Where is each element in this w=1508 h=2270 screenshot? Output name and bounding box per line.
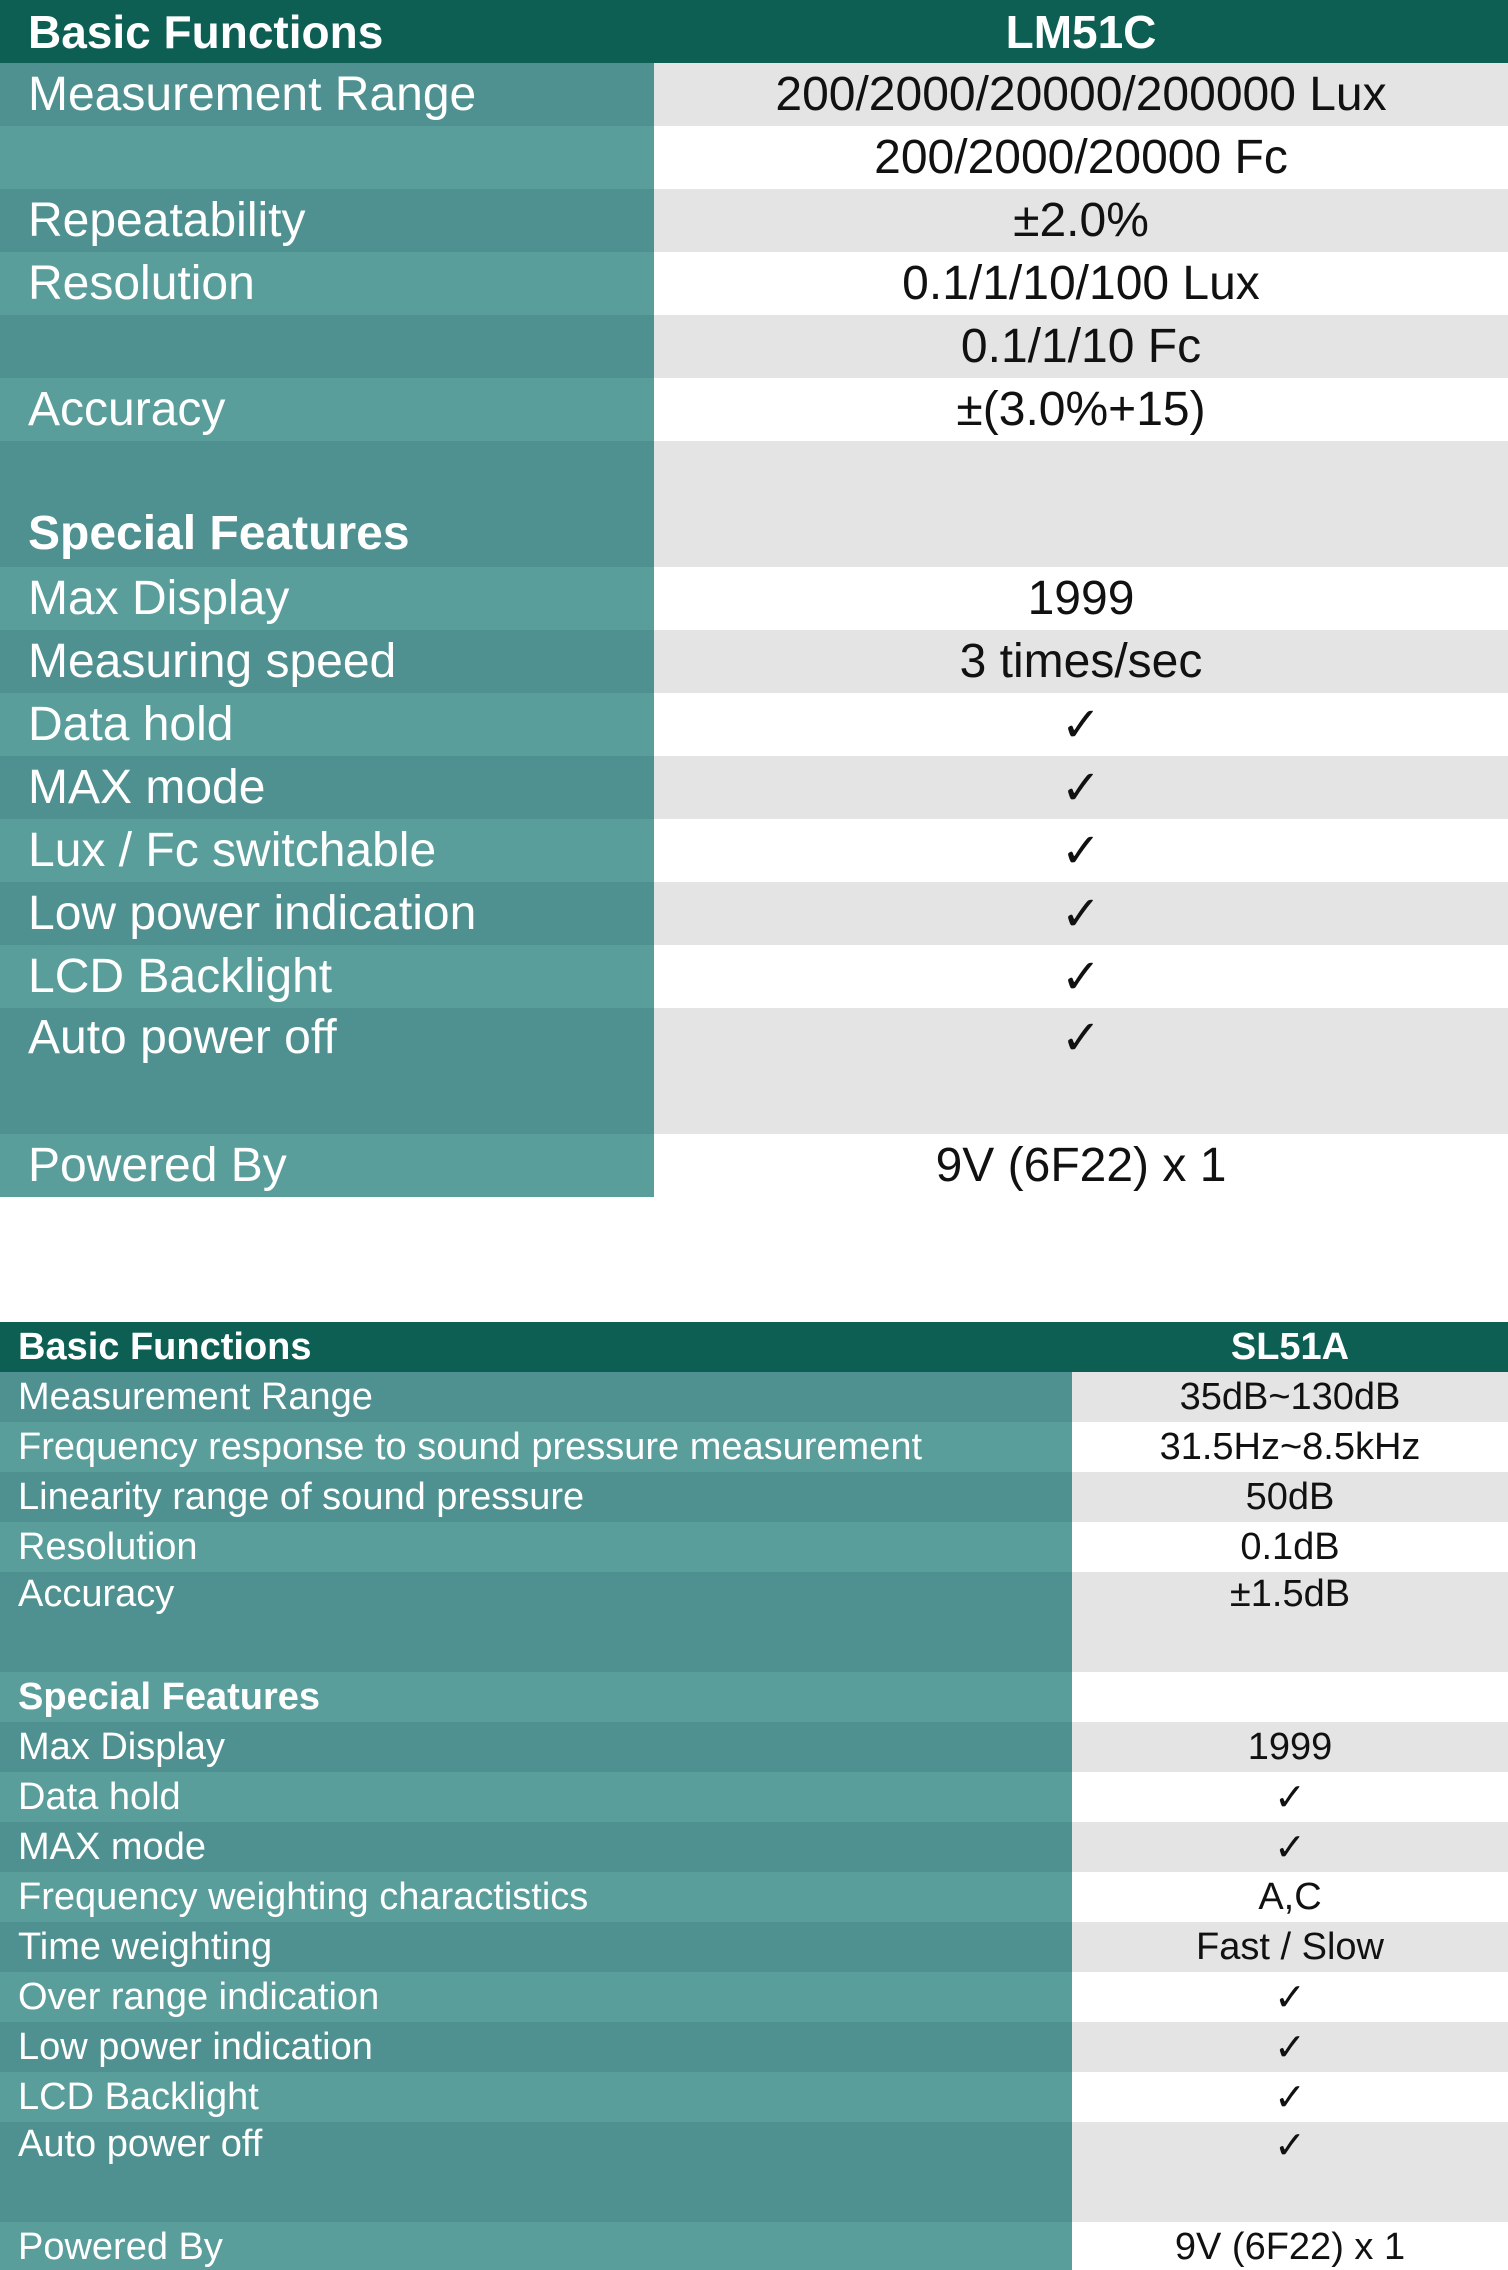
table-header-row	[0, 1322, 1508, 1372]
spec-label: Measurement Range	[0, 1372, 1072, 1422]
spec-value: 0.1/1/10 Fc	[654, 315, 1508, 378]
check-icon: ✓	[654, 882, 1508, 945]
spec-value: 1999	[1072, 1722, 1508, 1772]
spec-label: Data hold	[0, 1772, 1072, 1822]
spec-row	[0, 378, 1508, 441]
spec-row	[0, 1822, 1508, 1872]
spec-label	[0, 315, 654, 378]
spec-label: Powered By	[0, 1134, 654, 1197]
spec-row	[0, 2022, 1508, 2072]
spec-label: Max Display	[0, 567, 654, 630]
spec-label: Auto power off	[0, 2122, 1072, 2222]
spec-row	[0, 945, 1508, 1008]
check-icon: ✓	[1072, 2022, 1508, 2072]
spec-row	[0, 315, 1508, 378]
spec-value: ±(3.0%+15)	[654, 378, 1508, 441]
spec-label: MAX mode	[0, 1822, 1072, 1872]
check-icon: ✓	[654, 1008, 1508, 1134]
spec-value: 200/2000/20000 Fc	[654, 126, 1508, 189]
spec-label: Frequency response to sound pressure measurement	[0, 1422, 1072, 1472]
spec-label: Linearity range of sound pressure	[0, 1472, 1072, 1522]
check-icon: ✓	[1072, 1822, 1508, 1872]
check-icon: ✓	[654, 693, 1508, 756]
spec-value: 9V (6F22) x 1	[654, 1134, 1508, 1197]
model-name: LM51C	[1005, 5, 1157, 58]
spec-label: Resolution	[0, 1522, 1072, 1572]
spec-value: 1999	[654, 567, 1508, 630]
spec-row	[0, 2122, 1508, 2222]
header-label: Basic Functions	[18, 1325, 312, 1368]
spec-label: Low power indication	[0, 882, 654, 945]
spec-label: Measurement Range	[0, 63, 654, 126]
spec-label: Accuracy	[0, 1572, 1072, 1672]
spec-value: 3 times/sec	[654, 630, 1508, 693]
check-icon: ✓	[1072, 2072, 1508, 2122]
spec-row	[0, 1972, 1508, 2022]
spec-row	[0, 189, 1508, 252]
spec-value: Fast / Slow	[1072, 1922, 1508, 1972]
check-icon: ✓	[1072, 2122, 1508, 2222]
spec-label	[0, 126, 654, 189]
special-features-heading: Special Features	[0, 1672, 1072, 1722]
spec-row	[0, 756, 1508, 819]
model-name: SL51A	[1230, 1325, 1350, 1368]
spec-row	[0, 1772, 1508, 1822]
spec-row	[0, 819, 1508, 882]
check-icon: ✓	[654, 819, 1508, 882]
spec-value: ±1.5dB	[1072, 1572, 1508, 1672]
spec-label: LCD Backlight	[0, 2072, 1072, 2122]
spec-row	[0, 252, 1508, 315]
spec-value: 9V (6F22) x 1	[1072, 2222, 1508, 2270]
spec-row	[0, 2072, 1508, 2122]
spec-value: 0.1dB	[1072, 1522, 1508, 1572]
spec-row	[0, 1422, 1508, 1472]
spec-value: 31.5Hz~8.5kHz	[1072, 1422, 1508, 1472]
spec-value: 200/2000/20000/200000 Lux	[654, 63, 1508, 126]
special-features-row	[0, 1672, 1508, 1722]
spec-row	[0, 567, 1508, 630]
spec-label: Auto power off	[0, 1008, 654, 1134]
spec-row	[0, 126, 1508, 189]
spec-row	[0, 1572, 1508, 1672]
powered-row	[0, 1134, 1508, 1197]
powered-row	[0, 2222, 1508, 2270]
spec-label: Time weighting	[0, 1922, 1072, 1972]
spec-label: Measuring speed	[0, 630, 654, 693]
spec-label: Data hold	[0, 693, 654, 756]
spec-row	[0, 882, 1508, 945]
spec-label: Powered By	[0, 2222, 1072, 2270]
check-icon: ✓	[1072, 1772, 1508, 1822]
check-icon: ✓	[654, 945, 1508, 1008]
spec-row	[0, 630, 1508, 693]
spec-row	[0, 1372, 1508, 1422]
spec-label: Max Display	[0, 1722, 1072, 1772]
spec-row	[0, 63, 1508, 126]
spec-label: Accuracy	[0, 378, 654, 441]
spec-row	[0, 1722, 1508, 1772]
empty-value	[654, 441, 1508, 567]
spec-label: MAX mode	[0, 756, 654, 819]
check-icon: ✓	[1072, 1972, 1508, 2022]
spec-label: Over range indication	[0, 1972, 1072, 2022]
spec-label: Resolution	[0, 252, 654, 315]
spec-row	[0, 1008, 1508, 1134]
spec-label: LCD Backlight	[0, 945, 654, 1008]
spec-label: Frequency weighting charactistics	[0, 1872, 1072, 1922]
spec-value: ±2.0%	[654, 189, 1508, 252]
spec-row	[0, 1522, 1508, 1572]
check-icon: ✓	[654, 756, 1508, 819]
spec-value: 50dB	[1072, 1472, 1508, 1522]
spec-label: Low power indication	[0, 2022, 1072, 2072]
header-label: Basic Functions	[28, 5, 384, 58]
spec-row	[0, 1472, 1508, 1522]
spec-label: Repeatability	[0, 189, 654, 252]
spec-row	[0, 1872, 1508, 1922]
spec-row	[0, 693, 1508, 756]
spec-row	[0, 1922, 1508, 1972]
spec-value: 0.1/1/10/100 Lux	[654, 252, 1508, 315]
sl51a-spec-table	[0, 1322, 1508, 2270]
spec-value: A,C	[1072, 1872, 1508, 1922]
empty-value	[1072, 1672, 1508, 1722]
special-features-row	[0, 441, 1508, 567]
special-features-heading: Special Features	[0, 441, 654, 567]
spec-value: 35dB~130dB	[1072, 1372, 1508, 1422]
table-header-row	[0, 0, 1508, 63]
spec-label: Lux / Fc switchable	[0, 819, 654, 882]
